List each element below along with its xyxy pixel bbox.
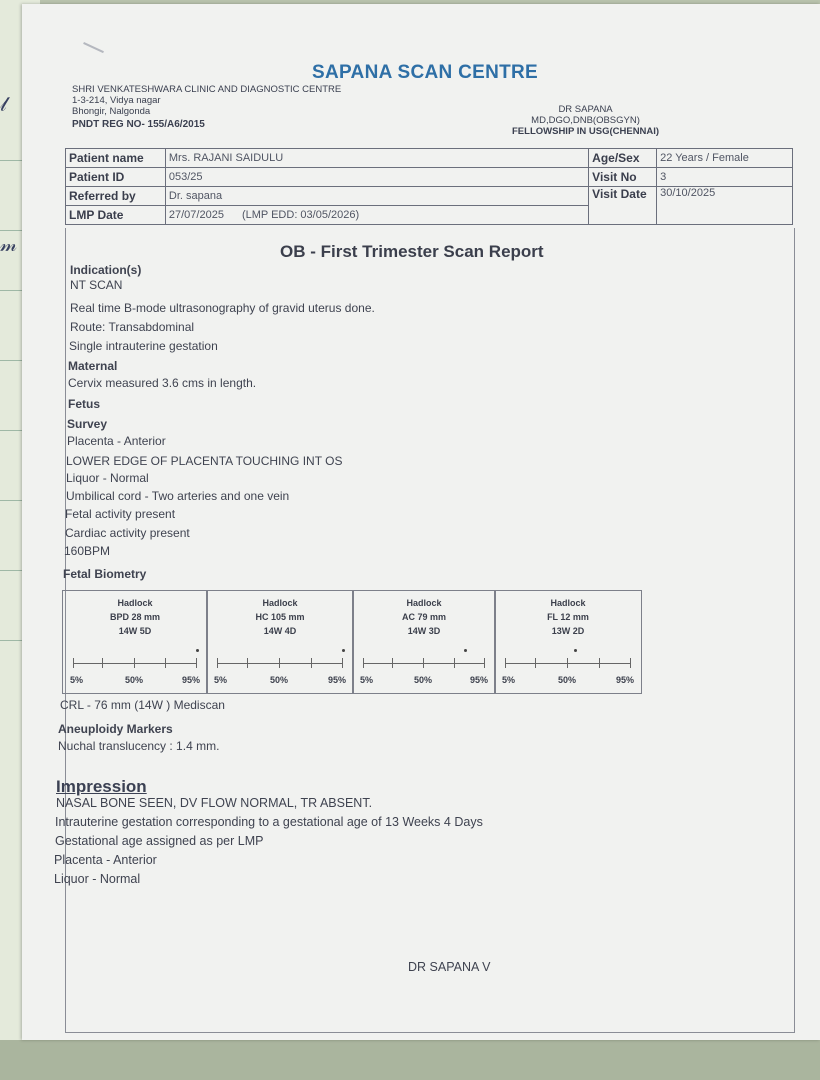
maternal-heading: Maternal bbox=[68, 359, 118, 373]
impression-heading: Impression bbox=[56, 777, 147, 796]
percentile-axis bbox=[505, 663, 631, 664]
biometry-title bbox=[495, 596, 641, 638]
axis-tick bbox=[484, 658, 485, 668]
impression-line: NASAL BONE SEEN, DV FLOW NORMAL, TR ABSENT. bbox=[56, 796, 373, 810]
biometry-measurement: BPD 28 mm bbox=[109, 612, 161, 622]
percentile-label-95: 95% bbox=[182, 675, 201, 685]
visit-no-label: Visit No bbox=[589, 168, 657, 187]
axis-tick bbox=[247, 658, 248, 668]
biometry-title bbox=[353, 596, 495, 638]
percentile-label-95: 95% bbox=[470, 675, 489, 685]
biometry-title bbox=[207, 596, 353, 638]
clinic-address-line: Bhongir, Nalgonda bbox=[72, 106, 151, 117]
cervix-text: Cervix measured 3.6 cms in length. bbox=[68, 376, 257, 390]
cardiac-activity-text: Cardiac activity present bbox=[65, 526, 190, 540]
impression-line: Gestational age assigned as per LMP bbox=[55, 834, 264, 848]
table-row bbox=[66, 187, 793, 206]
survey-heading: Survey bbox=[67, 417, 108, 431]
axis-tick bbox=[535, 658, 536, 668]
visit-no-value: 3 bbox=[657, 168, 793, 187]
biometry-panel-bpd bbox=[62, 590, 208, 694]
doctor-name: DR SAPANA bbox=[558, 104, 613, 115]
centre-title: SAPANA SCAN CENTRE bbox=[312, 62, 539, 83]
percentile-label-50: 50% bbox=[414, 675, 433, 685]
patient-id-label: Patient ID bbox=[66, 168, 166, 187]
biometry-method: Hadlock bbox=[262, 598, 298, 608]
axis-tick bbox=[505, 658, 506, 668]
report-sheet bbox=[22, 4, 820, 1040]
lmp-edd: (LMP EDD: 03/05/2026) bbox=[241, 209, 360, 221]
age-sex-value: 22 Years / Female bbox=[657, 149, 793, 168]
route-text: Route: Transabdominal bbox=[70, 320, 195, 334]
axis-tick bbox=[342, 658, 343, 668]
percentile-marker bbox=[574, 649, 577, 652]
table-row bbox=[66, 149, 793, 168]
biometry-gestational-age: 13W 2D bbox=[551, 626, 585, 636]
impression-line: Liquor - Normal bbox=[54, 872, 141, 886]
desk-surface bbox=[0, 1040, 820, 1080]
axis-tick bbox=[196, 658, 197, 668]
notebook-ink-mark: 𝓂 bbox=[0, 232, 17, 256]
pndt-registration: PNDT REG NO- 155/A6/2015 bbox=[72, 119, 205, 130]
patient-name-value: Mrs. RAJANI SAIDULU bbox=[165, 149, 588, 168]
report-title: OB - First Trimester Scan Report bbox=[280, 242, 544, 261]
biometry-measurement: HC 105 mm bbox=[255, 612, 305, 622]
paper-fold-mark bbox=[78, 42, 104, 64]
percentile-marker bbox=[464, 649, 467, 652]
liquor-text: Liquor - Normal bbox=[66, 471, 149, 485]
percentile-label-50: 50% bbox=[270, 675, 289, 685]
axis-tick bbox=[392, 658, 393, 668]
percentile-label-95: 95% bbox=[616, 675, 635, 685]
percentile-marker bbox=[342, 649, 345, 652]
lmp-date-cell bbox=[165, 206, 588, 225]
axis-tick bbox=[134, 658, 135, 668]
placenta-text: Placenta - Anterior bbox=[67, 434, 166, 448]
percentile-axis bbox=[73, 663, 197, 664]
biometry-title bbox=[63, 596, 207, 638]
visit-date-label: Visit Date bbox=[589, 187, 657, 225]
percentile-axis bbox=[363, 663, 485, 664]
referred-by-label: Referred by bbox=[66, 187, 166, 206]
axis-tick bbox=[102, 658, 103, 668]
doctor-signature-name: DR SAPANA V bbox=[408, 960, 491, 974]
clinic-address-line: 1-3-214, Vidya nagar bbox=[72, 95, 161, 106]
biometry-gestational-age: 14W 4D bbox=[263, 626, 297, 636]
axis-tick bbox=[599, 658, 600, 668]
biometry-method: Hadlock bbox=[406, 598, 442, 608]
lmp-date-value: 27/07/2025 bbox=[168, 209, 224, 221]
fetus-heading: Fetus bbox=[68, 397, 101, 411]
axis-tick bbox=[363, 658, 364, 668]
table-row bbox=[66, 168, 793, 187]
percentile-label-5: 5% bbox=[502, 675, 516, 685]
notebook-ink-mark: 𝓁 bbox=[0, 92, 7, 116]
axis-tick bbox=[630, 658, 631, 668]
percentile-axis bbox=[217, 663, 343, 664]
fetal-activity-text: Fetal activity present bbox=[65, 507, 176, 521]
age-sex-label: Age/Sex bbox=[589, 149, 657, 168]
axis-tick bbox=[279, 658, 280, 668]
biometry-measurement: AC 79 mm bbox=[401, 612, 446, 622]
impression-line: Placenta - Anterior bbox=[54, 853, 157, 867]
percentile-label-5: 5% bbox=[214, 675, 228, 685]
gestation-text: Single intrauterine gestation bbox=[69, 339, 218, 353]
patient-name-label: Patient name bbox=[66, 149, 166, 168]
percentile-label-50: 50% bbox=[558, 675, 577, 685]
biometry-gestational-age: 14W 3D bbox=[407, 626, 441, 636]
fetal-biometry-heading: Fetal Biometry bbox=[63, 567, 147, 581]
visit-date-value: 30/10/2025 bbox=[657, 187, 793, 225]
referred-by-value: Dr. sapana bbox=[165, 187, 588, 206]
doctor-fellowship: FELLOWSHIP IN USG(CHENNAI) bbox=[512, 126, 660, 137]
doctor-credentials bbox=[512, 104, 659, 137]
biometry-method: Hadlock bbox=[550, 598, 586, 608]
biometry-panel-fl bbox=[494, 590, 642, 694]
biometry-panel-hc bbox=[206, 590, 354, 694]
nuchal-translucency-text: Nuchal translucency : 1.4 mm. bbox=[58, 739, 220, 753]
percentile-label-50: 50% bbox=[125, 675, 144, 685]
axis-tick bbox=[73, 658, 74, 668]
biometry-measurement: FL 12 mm bbox=[547, 612, 589, 622]
crl-text: CRL - 76 mm (14W ) Mediscan bbox=[60, 698, 225, 712]
percentile-label-5: 5% bbox=[360, 675, 374, 685]
indication-heading: Indication(s) bbox=[70, 263, 142, 277]
patient-details-table bbox=[65, 148, 793, 225]
percentile-label-5: 5% bbox=[70, 675, 84, 685]
realtime-scan-text: Real time B-mode ultrasonography of gravid uterus done. bbox=[70, 301, 375, 315]
impression-line: Intrauterine gestation corresponding to a gestational age of 13 Weeks 4 Days bbox=[55, 815, 483, 829]
lmp-date-label: LMP Date bbox=[66, 206, 166, 225]
indication-text: NT SCAN bbox=[70, 278, 123, 292]
placenta-edge-text: LOWER EDGE OF PLACENTA TOUCHING INT OS bbox=[66, 454, 343, 468]
axis-tick bbox=[217, 658, 218, 668]
heart-rate-text: 160BPM bbox=[64, 544, 111, 558]
axis-tick bbox=[165, 658, 166, 668]
biometry-gestational-age: 14W 5D bbox=[118, 626, 152, 636]
aneuploidy-heading: Aneuploidy Markers bbox=[58, 722, 173, 736]
biometry-panel-ac bbox=[352, 590, 496, 694]
axis-tick bbox=[423, 658, 424, 668]
umbilical-cord-text: Umbilical cord - Two arteries and one vein bbox=[66, 489, 290, 503]
patient-id-value: 053/25 bbox=[165, 168, 588, 187]
axis-tick bbox=[454, 658, 455, 668]
percentile-marker bbox=[196, 649, 199, 652]
clinic-name: SHRI VENKATESHWARA CLINIC AND DIAGNOSTIC CENTRE bbox=[72, 84, 342, 95]
biometry-method: Hadlock bbox=[117, 598, 153, 608]
doctor-qualification: MD,DGO,DNB(OBSGYN) bbox=[531, 115, 640, 126]
clinic-address-block bbox=[72, 84, 432, 130]
axis-tick bbox=[567, 658, 568, 668]
percentile-label-95: 95% bbox=[328, 675, 347, 685]
axis-tick bbox=[311, 658, 312, 668]
